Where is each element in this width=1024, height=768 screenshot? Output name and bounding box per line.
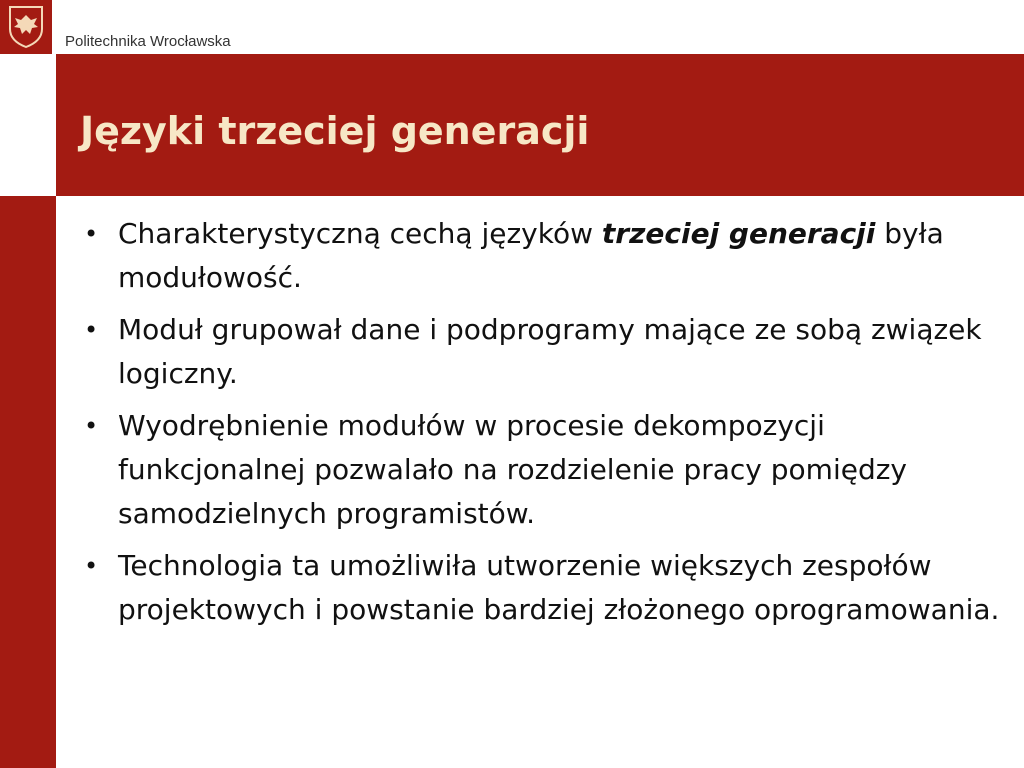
eagle-crest-icon	[8, 5, 44, 49]
bullet-icon: •	[84, 412, 99, 440]
bullet-text: Wyodrębnienie modułów w procesie dekompozycji funkcjonalnej pozwalało na rozdzielenie pracy pomiędzy samodzielnych programistów.	[118, 409, 907, 530]
slide-title: Języki trzeciej generacji	[80, 109, 590, 153]
bullet-icon: •	[84, 316, 99, 344]
bullet-text-part: Charakterystyczną cechą języków	[118, 217, 602, 250]
bullet-icon: •	[84, 220, 99, 248]
university-name: Politechnika Wrocławska	[65, 33, 231, 50]
left-accent-bar	[0, 196, 56, 768]
list-item	[84, 212, 1004, 300]
list-item	[84, 404, 1004, 536]
list-item	[84, 308, 1004, 396]
bullet-text-part: była modułowość.	[118, 217, 944, 294]
bullet-list	[84, 212, 1004, 640]
bullet-text: Moduł grupował dane i podprogramy mające ze sobą związek logiczny.	[118, 313, 982, 390]
bullet-text: Technologia ta umożliwiła utworzenie większych zespołów projektowych i powstanie bardziej złożonego oprogramowania.	[118, 549, 1000, 626]
university-logo	[0, 0, 52, 54]
list-item	[84, 544, 1004, 632]
bullet-icon: •	[84, 552, 99, 580]
bullet-emphasis: trzeciej generacji	[601, 217, 876, 250]
